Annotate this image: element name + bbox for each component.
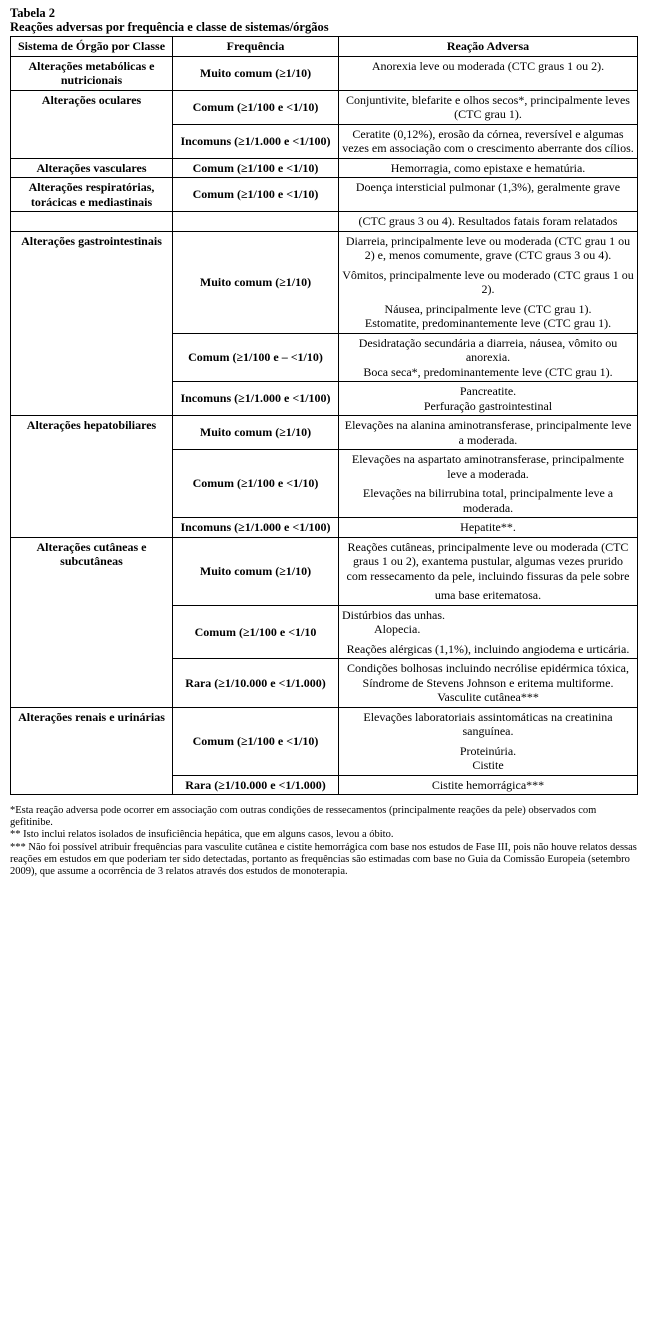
reaction-text: Hepatite**.: [460, 520, 516, 534]
frequency-cell: Comum (≥1/100 e – <1/10): [173, 333, 339, 382]
frequency-cell: Comum (≥1/100 e <1/10: [173, 605, 339, 659]
table-row: [11, 212, 638, 232]
reaction-text: moderada.: [462, 500, 514, 515]
table-row: [11, 416, 638, 450]
table-row: [11, 537, 638, 605]
table-row: [11, 56, 638, 90]
system-cell: Alterações metabólicas e nutricionais: [11, 56, 173, 90]
reaction-text: Ceratite (0,12%), erosão da córnea, reversível e algumas: [352, 126, 624, 141]
frequency-cell: Comum (≥1/100 e <1/10): [173, 90, 339, 124]
reaction-cell: [339, 333, 638, 382]
reaction-text: (CTC graus 3 ou 4). Resultados fatais foram relatados: [358, 214, 618, 228]
frequency-cell: Comum (≥1/100 e <1/10): [173, 158, 339, 178]
header-system: Sistema de Órgão por Classe: [11, 37, 173, 57]
frequency-cell: Comum (≥1/100 e <1/10): [173, 178, 339, 212]
reaction-text: Perfuração gastrointestinal: [423, 398, 553, 413]
reaction-cell: [339, 178, 638, 212]
reaction-text: a moderada.: [458, 432, 518, 447]
reaction-cell: [339, 90, 638, 124]
table-row: [11, 90, 638, 124]
adverse-reactions-table: [10, 36, 638, 795]
reaction-text: Doença intersticial pulmonar (1,3%), geralmente grave: [355, 180, 621, 194]
reaction-text: Vômitos, principalmente leve ou moderado (CTC graus 1 ou 2).: [342, 267, 634, 296]
reaction-cell: [339, 450, 638, 518]
reaction-text: Reações alérgicas (1,1%), incluindo angiodema e urticária.: [346, 641, 630, 656]
reaction-text: Elevações na aspartato aminotransferase, principalmente leve a moderada.: [351, 452, 625, 481]
frequency-cell: Comum (≥1/100 e <1/10): [173, 707, 339, 775]
reaction-text: uma base eritematosa.: [434, 588, 542, 602]
reaction-text: Cistite: [472, 758, 504, 772]
reaction-text: Conjuntivite, blefarite e olhos secos*, principalmente leves: [346, 92, 630, 107]
reaction-cell: [339, 775, 638, 795]
reaction-text: Estomatite, predominantemente leve (CTC grau 1).: [364, 316, 612, 330]
reaction-text: vezes em associação com o crescimento aberrante dos cílios.: [342, 141, 634, 155]
frequency-cell: Incomuns (≥1/1.000 e <1/100): [173, 124, 339, 158]
document: [10, 6, 640, 878]
reaction-text: Pancreatite.: [459, 384, 517, 398]
reaction-cell: [339, 605, 638, 659]
reaction-text: Desidratação secundária a diarreia, náusea, vômito ou anorexia.: [358, 335, 618, 364]
frequency-cell: Rara (≥1/10.000 e <1/1.000): [173, 775, 339, 795]
footnote: *** Não foi possível atribuir frequências para vasculite cutânea e cistite hemorrágica com base nos estudos de Fase III, pois não houve relatos dessas reações em estudos em que poderiam ter sido detectadas, portanto as frequências são estimadas com base no Guia da Comissão Europeia (setembro 2009), que assume a ocorrência de 3 relatos através dos estudos de monoterapia.: [10, 841, 637, 878]
table-row: [11, 158, 638, 178]
reaction-cell: [339, 416, 638, 450]
reaction-text: Condições bolhosas incluindo necrólise epidérmica tóxica, Síndrome de Stevens Johnson e eritema multiforme.: [347, 661, 629, 690]
frequency-cell: Rara (≥1/10.000 e <1/1.000): [173, 659, 339, 708]
reaction-text: Cistite hemorrágica***: [431, 777, 545, 792]
table-row: [11, 231, 638, 333]
reaction-text: Reações cutâneas, principalmente leve ou moderada (CTC graus 1 ou 2), exantema pustular, algumas vezes prurido com ressecamento da pele, incluindo fissuras da pele sobre: [346, 539, 630, 583]
reaction-text: Elevações laboratoriais assintomáticas na creatinina sanguínea.: [363, 709, 613, 738]
reaction-text: Proteinúria.: [459, 743, 517, 758]
frequency-cell: Incomuns (≥1/1.000 e <1/100): [173, 382, 339, 416]
reaction-text: Diarreia, principalmente leve ou moderada (CTC grau 1 ou 2) e, menos comumente, grave (CTC graus 3 ou 4).: [345, 233, 631, 262]
footnote: ** Isto inclui relatos isolados de insuficiência hepática, que em alguns casos, levou a óbito.: [10, 829, 394, 841]
reaction-cell: [339, 537, 638, 605]
reaction-text: Boca seca*, predominantemente leve (CTC grau 1).: [363, 364, 613, 379]
table-row: [11, 178, 638, 212]
reaction-cell: [339, 158, 638, 178]
reaction-cell: [339, 707, 638, 775]
reaction-cell: [339, 56, 638, 90]
table-row: [11, 707, 638, 775]
frequency-cell: Incomuns (≥1/1.000 e <1/100): [173, 518, 339, 538]
frequency-cell: Comum (≥1/100 e <1/10): [173, 450, 339, 518]
reaction-cell: [339, 124, 638, 158]
system-cell: Alterações hepatobiliares: [11, 416, 173, 538]
system-cell: Alterações respiratórias, torácicas e mediastinais: [11, 178, 173, 212]
reaction-text: Distúrbios das unhas.: [342, 607, 445, 622]
reaction-cell: [339, 212, 638, 232]
frequency-cell: Muito comum (≥1/10): [173, 537, 339, 605]
system-cell: Alterações cutâneas e subcutâneas: [11, 537, 173, 707]
header-frequency: Frequência: [173, 37, 339, 57]
system-cell: Alterações renais e urinárias: [11, 707, 173, 795]
system-cell: Alterações vasculares: [11, 158, 173, 178]
frequency-cell: [173, 212, 339, 232]
reaction-text: Vasculite cutânea***: [437, 690, 539, 704]
reaction-cell: [339, 382, 638, 416]
system-cell: Alterações gastrointestinais: [11, 231, 173, 416]
frequency-cell: Muito comum (≥1/10): [173, 416, 339, 450]
reaction-text: Hemorragia, como epistaxe e hematúria.: [390, 160, 586, 175]
table-caption: Reações adversas por frequência e classe de sistemas/órgãos: [10, 20, 329, 34]
reaction-text: (CTC grau 1).: [454, 107, 522, 121]
reaction-text: Elevações na bilirrubina total, principalmente leve a: [362, 486, 614, 500]
reaction-cell: [339, 518, 638, 538]
system-cell: Alterações oculares: [11, 90, 173, 158]
header-row: [11, 37, 638, 57]
system-cell: [11, 212, 173, 232]
header-reaction: Reação Adversa: [339, 37, 638, 57]
footnote: *Esta reação adversa pode ocorrer em associação com outras condições de ressecamentos (principalmente reações da pele) observados com gefitinibe.: [10, 805, 597, 829]
reaction-text: Alopecia.: [374, 622, 421, 636]
frequency-cell: Muito comum (≥1/10): [173, 56, 339, 90]
reaction-text: Anorexia leve ou moderada (CTC graus 1 ou 2).: [371, 58, 605, 73]
reaction-cell: [339, 659, 638, 708]
footnotes: [10, 805, 640, 878]
reaction-cell: [339, 231, 638, 333]
reaction-text: Elevações na alanina aminotransferase, principalmente leve: [344, 418, 632, 432]
reaction-text: Náusea, principalmente leve (CTC grau 1).: [384, 301, 592, 316]
frequency-cell: Muito comum (≥1/10): [173, 231, 339, 333]
table-number: Tabela 2: [10, 6, 56, 20]
